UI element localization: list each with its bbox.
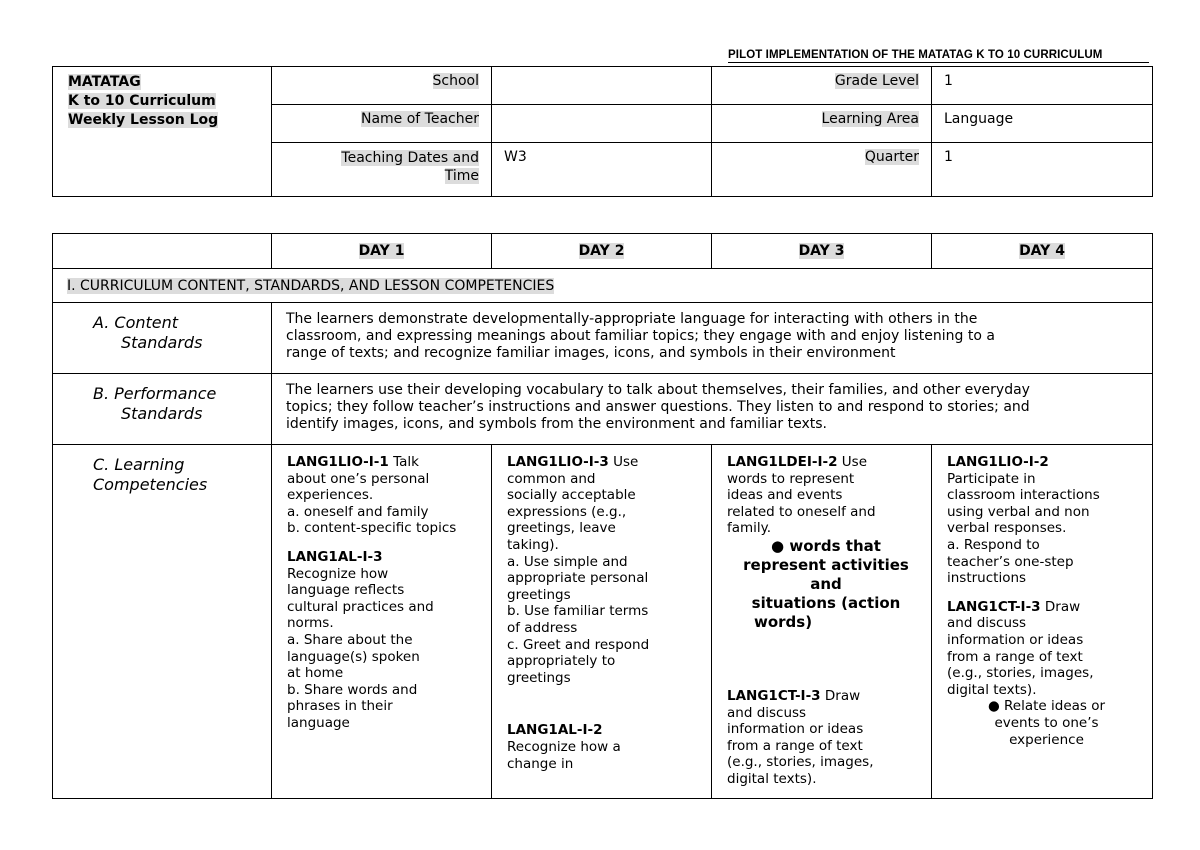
brand-line-1: MATATAG — [68, 74, 141, 90]
day-1-competencies: LANG1LIO-I-1 Talk about one’s personal experiences. a. oneself and family b. content-specific topics LANG1AL-I-3 Recognize how language reflects cultural practices and norms. a. Share about the language(s) spoken at home b. Share words and phrases in their language — [272, 445, 492, 799]
pilot-implementation-title: PILOT IMPLEMENTATION OF THE MATATAG K TO 10 CURRICULUM — [728, 49, 1103, 61]
day-4-header: DAY 4 — [1019, 243, 1065, 259]
day-1-header: DAY 1 — [358, 243, 405, 259]
school-label: School — [432, 73, 479, 89]
lesson-log-table — [52, 233, 1153, 799]
content-standards-label: A. Content Standards — [53, 303, 272, 374]
day-2-header: DAY 2 — [578, 243, 625, 259]
learning-competencies-label: C. Learning Competencies — [53, 445, 272, 799]
learning-area-label: Learning Area — [821, 111, 919, 127]
bullet-words-that: ● words that — [771, 536, 881, 555]
pilot-underline — [728, 62, 1149, 63]
competency-code: LANG1LIO-I-2 — [947, 454, 1049, 470]
quarter-value: 1 — [932, 143, 1153, 197]
bullet-relate-ideas: ● Relate ideas or — [987, 698, 1106, 715]
competency-code: LANG1CT-I-3 — [727, 687, 821, 704]
day-2-competencies: LANG1LIO-I-3 Use common and socially acceptable expressions (e.g., greetings, leave taking). a. Use simple and appropriate personal greetings b. Use familiar terms of address c. Greet and respond appropriately to greetings LANG1AL-I-2 Recognize how a change in — [492, 445, 712, 799]
school-value — [492, 67, 712, 105]
quarter-label: Quarter — [864, 149, 919, 165]
competency-code: LANG1AL-I-3 — [287, 548, 383, 565]
competency-code: LANG1LIO-I-1 — [287, 454, 389, 470]
teacher-label: Name of Teacher — [360, 111, 479, 127]
teaching-dates-label: Teaching Dates and — [341, 150, 479, 166]
competency-code: LANG1CT-I-3 — [947, 598, 1041, 615]
teaching-time-label: Time — [444, 168, 479, 184]
grade-level-label: Grade Level — [834, 73, 919, 89]
day-3-competencies: LANG1LDEI-I-2 Use words to represent ideas and events related to oneself and family. ● words that represent activities and situations (action words) LANG1CT-I-3 Draw and discuss information or ideas from a range of text (e.g., stories, images, digital texts). — [712, 445, 932, 799]
grade-level-value: 1 — [932, 67, 1153, 105]
content-standards-text: The learners demonstrate developmentally-appropriate language for interacting with others in the classroom, and expressing meanings about familiar topics; they engage with and enjoy listening to a range of texts; and recognize familiar images, icons, and symbols in their environment — [272, 303, 1153, 374]
section-heading: I. CURRICULUM CONTENT, STANDARDS, AND LESSON COMPETENCIES — [67, 277, 555, 294]
competency-code: LANG1LIO-I-3 — [507, 454, 609, 470]
teaching-dates-value: W3 — [492, 143, 712, 197]
brand-line-3: Weekly Lesson Log — [68, 112, 219, 128]
competency-code: LANG1LDEI-I-2 — [727, 454, 838, 470]
performance-standards-label: B. Performance Standards — [53, 374, 272, 445]
competency-code: LANG1AL-I-2 — [507, 722, 603, 739]
day-3-header: DAY 3 — [798, 243, 845, 259]
performance-standards-text: The learners use their developing vocabulary to talk about themselves, their families, and other everyday topics; they follow teacher’s instructions and answer questions. They listen to and respond to stories; and identify images, icons, and symbols from the environment and familiar texts. — [272, 374, 1153, 445]
learning-area-value: Language — [932, 105, 1153, 143]
header-table — [52, 66, 1153, 197]
brand-line-2: K to 10 Curriculum — [68, 93, 216, 109]
brand-cell — [53, 67, 272, 197]
day-4-competencies: LANG1LIO-I-2 Participate in classroom interactions using verbal and non verbal responses. a. Respond to teacher’s one-step instructions LANG1CT-I-3 Draw and discuss information or ideas from a range of text (e.g., stories, images, digital texts). ● Relate ideas or events to one’s experience — [932, 445, 1153, 799]
teacher-value — [492, 105, 712, 143]
corner-cell — [53, 234, 272, 269]
